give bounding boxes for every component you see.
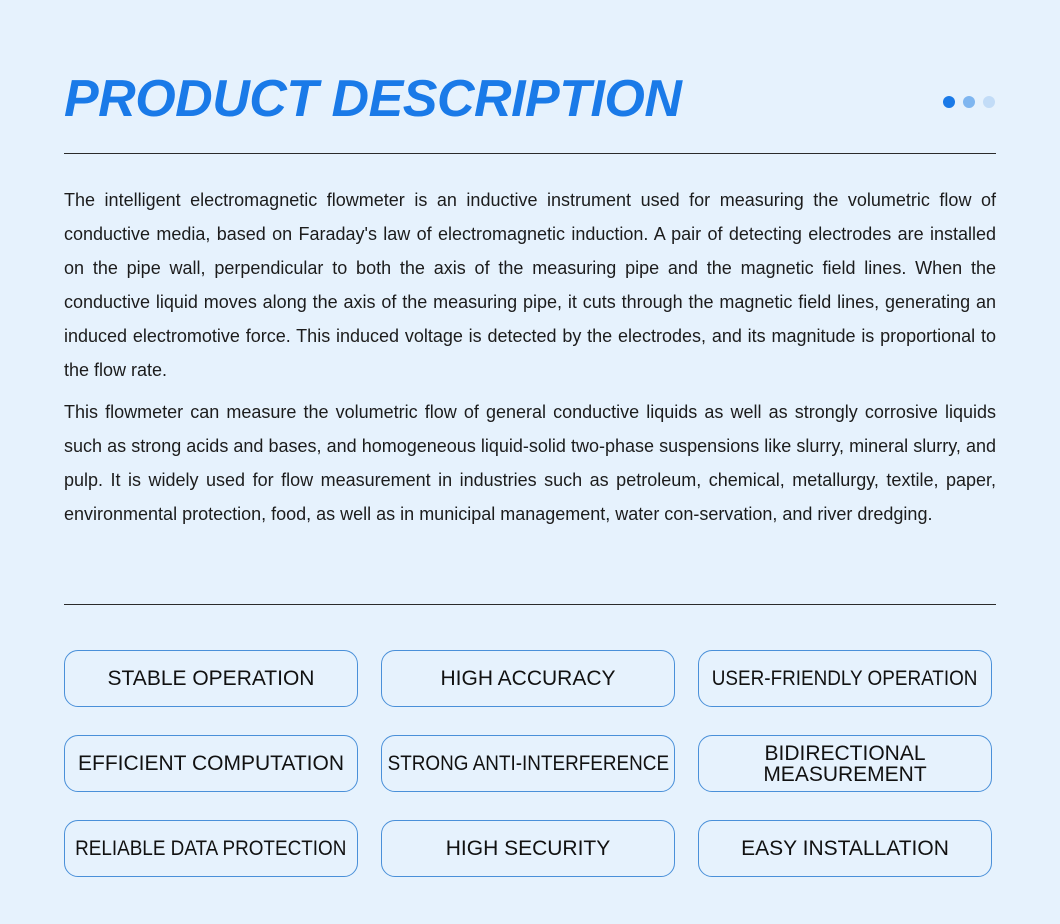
pagination-dot-1[interactable] [943,96,955,108]
feature-label: BIDIRECTIONAL MEASUREMENT [763,741,927,786]
feature-easy-installation [698,820,992,877]
feature-label: HIGH SECURITY [445,837,611,860]
feature-reliable-data-protection [64,820,358,877]
feature-label: EASY INSTALLATION [741,837,949,860]
top-divider [64,153,996,154]
feature-efficient-computation [64,735,358,792]
feature-high-accuracy [381,650,675,707]
feature-label: EFFICIENT COMPUTATION [78,752,344,775]
description-paragraph-2: This flowmeter can measure the volumetric flow of general conductive liquids as well as strongly corrosive liquids such as strong acids and bases, and homogeneous liquid-solid two-phase suspensions like slurry, mineral slurry, and pulp. It is widely used for flow measurement in industries such as petroleum, chemical, metallurgy, textile, paper, environmental protection, food, as well as in municipal management, water con-servation, and river dredging. [64,402,996,524]
pagination-dots [943,96,995,108]
page-title: PRODUCT DESCRIPTION [64,70,682,128]
feature-bidirectional-measurement [698,735,992,792]
feature-label: HIGH ACCURACY [440,667,616,690]
feature-stable-operation [64,650,358,707]
feature-label: STRONG ANTI-INTERFERENCE [387,752,669,775]
description-text [64,183,996,539]
feature-label: USER-FRIENDLY OPERATION [712,667,978,690]
feature-user-friendly-operation [698,650,992,707]
feature-label: STABLE OPERATION [107,667,315,690]
bottom-divider [64,604,996,605]
feature-strong-anti-interference [381,735,675,792]
feature-high-security [381,820,675,877]
description-paragraph-1: The intelligent electromagnetic flowmeter is an inductive instrument used for measuring the volumetric flow of conductive media, based on Faraday's law of electromagnetic induction. A pair of detecting electrodes are installed on the pipe wall, perpendicular to both the axis of the measuring pipe and the magnetic field lines. When the conductive liquid moves along the axis of the measuring pipe, it cuts through the magnetic field lines, generating an induced electromotive force. This induced voltage is detected by the electrodes, and its magnitude is proportional to the flow rate. [64,190,996,380]
feature-label: RELIABLE DATA PROTECTION [75,837,347,860]
feature-grid [64,650,996,877]
pagination-dot-3[interactable] [983,96,995,108]
pagination-dot-2[interactable] [963,96,975,108]
